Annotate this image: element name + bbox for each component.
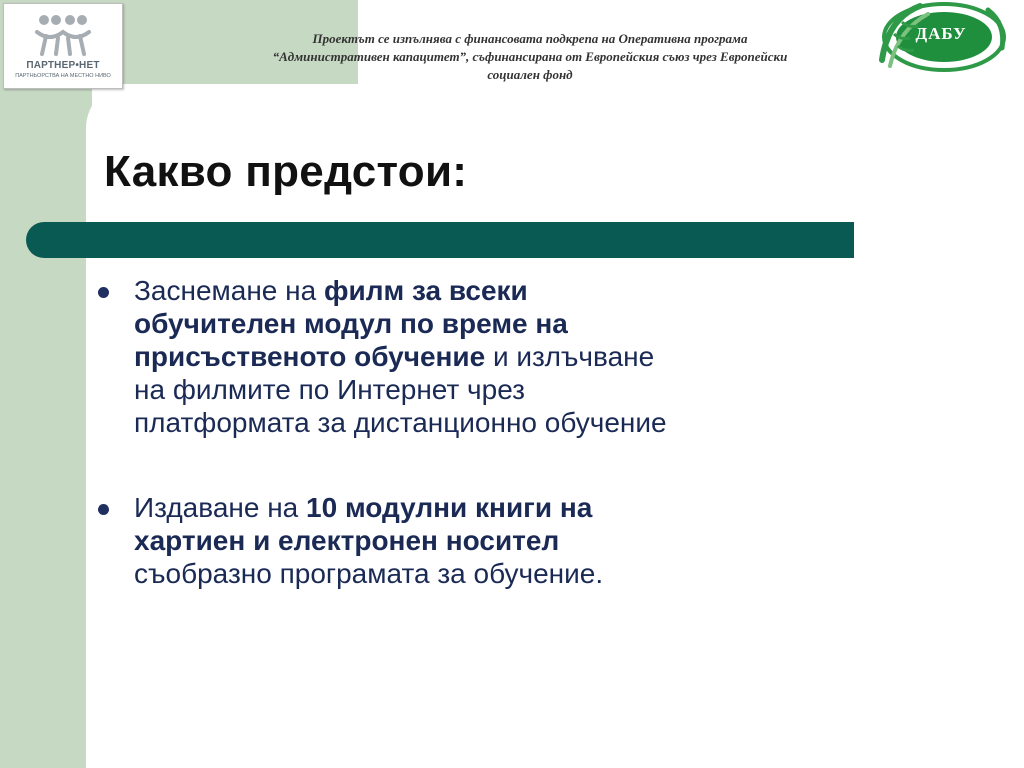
bullet-item bbox=[96, 274, 816, 439]
funding-line: “Административен капацитет”, съфинансирана от Европейския съюз чрез Европейски bbox=[272, 49, 788, 64]
text: на филмите по Интернет чрез bbox=[134, 374, 526, 405]
logo-name: ПАРТНЕР•НЕТ bbox=[26, 60, 100, 71]
partner-net-logo bbox=[3, 3, 123, 89]
text: съобразно програмата за обучение. bbox=[134, 558, 604, 589]
title-rule bbox=[26, 222, 854, 258]
bullet-line bbox=[134, 274, 816, 307]
left-side-panel bbox=[0, 0, 92, 768]
bold-text: 10 модулни книги на bbox=[306, 492, 593, 523]
people-icon bbox=[34, 12, 92, 56]
bullet-item bbox=[96, 491, 816, 590]
funding-line: социален фонд bbox=[487, 67, 573, 82]
dabu-logo-name: ДАБУ bbox=[915, 24, 967, 43]
logo-subtitle: ПАРТНЬОРСТВА НА МЕСТНО НИВО bbox=[15, 73, 111, 79]
bullet-line bbox=[134, 557, 816, 590]
bold-text: хартиен и електронен носител bbox=[134, 525, 560, 556]
bold-text: обучителен модул по време на bbox=[134, 308, 568, 339]
text: Издаване на bbox=[134, 492, 307, 523]
bullet-dot-icon bbox=[98, 504, 109, 515]
bullet-line bbox=[134, 373, 816, 406]
bullet-line bbox=[134, 307, 816, 340]
bullet-list bbox=[96, 274, 816, 590]
funding-statement bbox=[180, 30, 880, 84]
funding-line: Проектът се изпълнява с финансовата подкрепа на Оперативна програма bbox=[312, 31, 748, 46]
bullet-line bbox=[134, 406, 816, 439]
text: и излъчване bbox=[485, 341, 655, 372]
text: Заснемане на bbox=[134, 275, 324, 306]
bold-text: филм за всеки bbox=[323, 275, 528, 306]
bullet-line bbox=[134, 340, 816, 373]
bullet-line bbox=[134, 524, 816, 557]
text: платформата за дистанционно обучение bbox=[134, 407, 667, 438]
bold-text: присъственото обучение bbox=[134, 341, 486, 372]
bullet-line bbox=[134, 491, 816, 524]
page-title: Какво предстои: bbox=[104, 147, 468, 196]
bullet-dot-icon bbox=[98, 287, 109, 298]
